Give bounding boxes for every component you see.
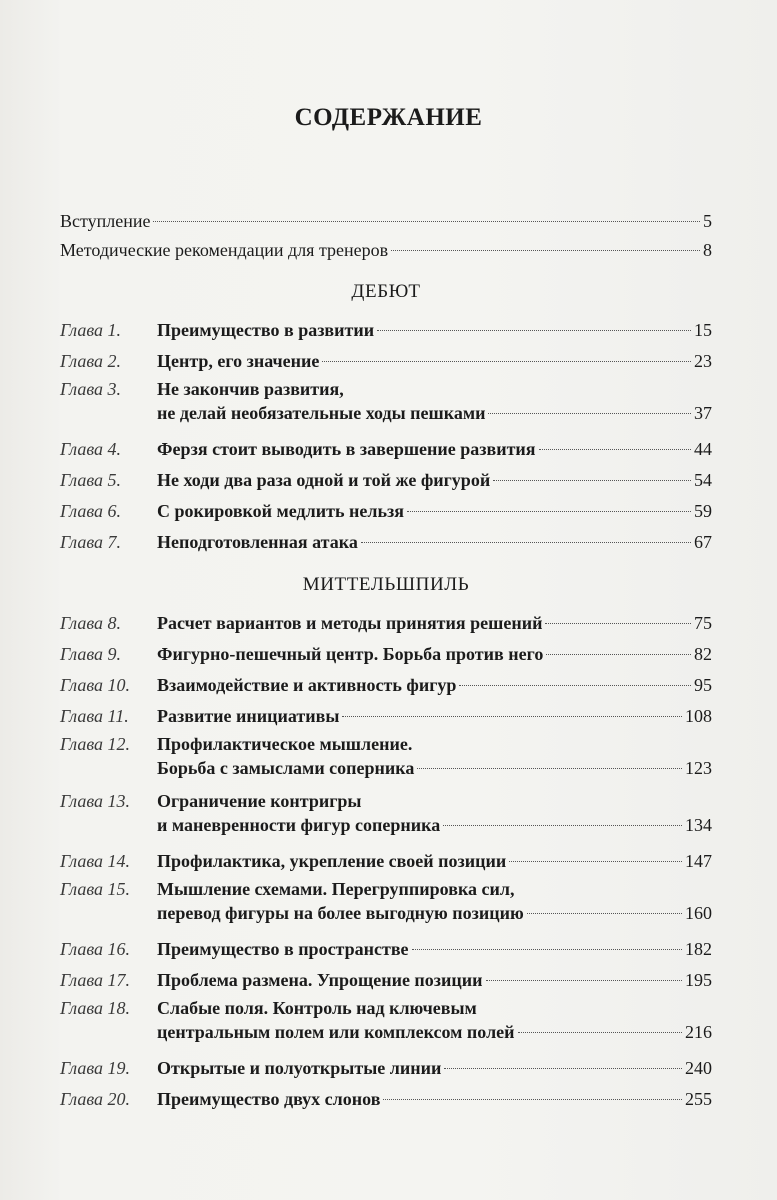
dot-leader <box>412 949 682 950</box>
chapter-title-line <box>157 434 712 465</box>
toc-entry-title: Вступление <box>60 211 151 231</box>
toc-page-number: 134 <box>685 815 712 835</box>
dot-leader <box>417 768 682 769</box>
toc-chapter-entry <box>60 346 712 377</box>
chapter-title-line <box>157 901 712 925</box>
toc-page-number: 255 <box>685 1089 712 1109</box>
chapter-title-line <box>157 1053 712 1084</box>
dot-leader <box>545 623 691 624</box>
chapter-title-line <box>157 701 712 732</box>
toc-page-number: 8 <box>703 240 712 260</box>
chapter-label: Глава 7. <box>60 532 122 552</box>
toc-chapter-entry <box>60 846 712 877</box>
chapter-label: Глава 20. <box>60 1089 131 1109</box>
toc-chapter-entry <box>60 789 712 839</box>
toc-chapter-entry <box>60 934 712 965</box>
dot-leader <box>361 542 691 543</box>
dot-leader <box>407 511 691 512</box>
chapter-title-line <box>157 377 712 401</box>
chapter-title: Ферзя стоит выводить в завершение развития <box>157 439 536 459</box>
chapter-title-line <box>157 846 712 877</box>
chapter-label: Глава 6. <box>60 501 122 521</box>
toc-page-number: 195 <box>685 970 712 990</box>
chapter-body <box>157 846 712 877</box>
chapter-label: Глава 1. <box>60 320 122 340</box>
chapter-label: Глава 8. <box>60 613 122 633</box>
toc-page-number: 147 <box>685 851 712 871</box>
toc-page-number: 240 <box>685 1058 712 1078</box>
chapter-title: не делай необязательные ходы пешками <box>157 403 486 423</box>
chapter-title: Проблема размена. Упрощение позиции <box>157 970 483 990</box>
toc-page-number: 15 <box>694 320 712 340</box>
chapter-label: Глава 19. <box>60 1058 131 1078</box>
toc-chapter-entry <box>60 877 712 927</box>
chapter-title: Преимущество двух слонов <box>157 1089 381 1109</box>
chapter-title-line <box>157 756 712 780</box>
toc-chapter-entry <box>60 496 712 527</box>
toc-chapter-entry <box>60 434 712 465</box>
chapter-label: Глава 2. <box>60 351 122 371</box>
dot-leader <box>377 330 691 331</box>
chapter-body <box>157 965 712 996</box>
chapter-body <box>157 527 712 558</box>
toc-intro-entry <box>60 207 712 236</box>
chapter-title: Не ходи два раза одной и той же фигурой <box>157 470 491 490</box>
chapter-title: Преимущество в развитии <box>157 320 375 340</box>
section-heading: ДЕБЮТ <box>351 281 421 302</box>
chapter-title-line <box>157 346 712 377</box>
chapter-body <box>157 639 712 670</box>
chapter-title: Мышление схемами. Перегруппировка сил, <box>157 879 515 899</box>
chapter-title-line <box>157 639 712 670</box>
dot-leader <box>486 980 682 981</box>
dot-leader <box>342 716 682 717</box>
chapter-title-line <box>157 670 712 701</box>
chapter-label: Глава 3. <box>60 379 122 399</box>
chapter-body <box>157 434 712 465</box>
toc-chapter-entry <box>60 1053 712 1084</box>
chapter-label: Глава 10. <box>60 675 131 695</box>
chapter-title-line <box>157 934 712 965</box>
chapter-title-line <box>157 965 712 996</box>
chapter-body <box>157 701 712 732</box>
toc-chapter-entry <box>60 315 712 346</box>
dot-leader <box>488 413 691 414</box>
chapter-title: Фигурно-пешечный центр. Борьба против него <box>157 644 544 664</box>
toc-page-number: 160 <box>685 903 712 923</box>
chapter-title: перевод фигуры на более выгодную позицию <box>157 903 524 923</box>
chapter-title-line <box>157 401 712 425</box>
toc-page-number: 82 <box>694 644 712 664</box>
toc-chapter-entry <box>60 377 712 427</box>
toc-chapter-entry <box>60 732 712 782</box>
dot-leader <box>459 685 691 686</box>
toc-chapter-entry <box>60 639 712 670</box>
chapter-title: С рокировкой медлить нельзя <box>157 501 404 521</box>
page-title: СОДЕРЖАНИЕ <box>294 104 483 131</box>
chapter-body <box>157 608 712 639</box>
chapter-title: центральным полем или комплексом полей <box>157 1022 515 1042</box>
dot-leader <box>546 654 691 655</box>
chapter-body <box>157 789 712 837</box>
chapter-title: Преимущество в пространстве <box>157 939 409 959</box>
chapter-label: Глава 4. <box>60 439 122 459</box>
chapter-label: Глава 12. <box>60 734 131 754</box>
dot-leader <box>444 1068 682 1069</box>
toc-chapter-entry <box>60 608 712 639</box>
chapter-title: Слабые поля. Контроль над ключевым <box>157 998 477 1018</box>
chapter-label: Глава 16. <box>60 939 131 959</box>
toc-chapter-entry <box>60 465 712 496</box>
chapter-title: Центр, его значение <box>157 351 320 371</box>
toc-page-number: 67 <box>694 532 712 552</box>
chapter-title-line <box>157 527 712 558</box>
toc-chapter-entry <box>60 1084 712 1115</box>
toc-page-number: 182 <box>685 939 712 959</box>
toc-page-number: 23 <box>694 351 712 371</box>
chapter-body <box>157 496 712 527</box>
toc-intro-entry <box>60 236 712 265</box>
toc-entry-line <box>60 236 712 265</box>
section-heading: МИТТЕЛЬШПИЛЬ <box>302 574 470 595</box>
chapter-title: Взаимодействие и активность фигур <box>157 675 457 695</box>
chapter-title-line <box>157 608 712 639</box>
toc-page-number: 44 <box>694 439 712 459</box>
dot-leader <box>322 361 691 362</box>
chapter-body <box>157 1053 712 1084</box>
chapter-body <box>157 465 712 496</box>
chapter-title: Неподготовленная атака <box>157 532 358 552</box>
toc-page-number: 37 <box>694 403 712 423</box>
toc-page-number: 108 <box>685 706 712 726</box>
toc-page-number: 59 <box>694 501 712 521</box>
toc-chapter-entry <box>60 996 712 1046</box>
chapter-body <box>157 934 712 965</box>
toc-chapter-entry <box>60 527 712 558</box>
chapter-title: Профилактика, укрепление своей позиции <box>157 851 507 871</box>
chapter-title: Открытые и полуоткрытые линии <box>157 1058 442 1078</box>
toc-page-number: 5 <box>703 211 712 231</box>
chapter-title-line <box>157 996 712 1020</box>
dot-leader <box>518 1032 682 1033</box>
toc-page-number: 54 <box>694 470 712 490</box>
chapter-label: Глава 5. <box>60 470 122 490</box>
toc-page-number: 75 <box>694 613 712 633</box>
dot-leader <box>153 221 700 222</box>
chapter-title: Расчет вариантов и методы принятия решений <box>157 613 543 633</box>
toc-entry-title: Методические рекомендации для тренеров <box>60 240 389 260</box>
chapter-title-line <box>157 1020 712 1044</box>
chapter-body <box>157 377 712 425</box>
dot-leader <box>527 913 682 914</box>
toc-page-number: 95 <box>694 675 712 695</box>
table-of-contents <box>60 207 712 1115</box>
dot-leader <box>391 250 700 251</box>
dot-leader <box>539 449 691 450</box>
chapter-title: Профилактическое мышление. <box>157 734 413 754</box>
dot-leader <box>493 480 691 481</box>
toc-page-number: 123 <box>685 758 712 778</box>
chapter-body <box>157 315 712 346</box>
toc-page-number: 216 <box>685 1022 712 1042</box>
chapter-title-line <box>157 315 712 346</box>
chapter-label: Глава 18. <box>60 998 131 1018</box>
chapter-label: Глава 15. <box>60 879 131 899</box>
chapter-title: Ограничение контригры <box>157 791 362 811</box>
chapter-label: Глава 11. <box>60 706 129 726</box>
chapter-title-line <box>157 813 712 837</box>
chapter-title-line <box>157 465 712 496</box>
toc-chapter-entry <box>60 670 712 701</box>
chapter-label: Глава 17. <box>60 970 131 990</box>
dot-leader <box>509 861 682 862</box>
chapter-title: Развитие инициативы <box>157 706 340 726</box>
toc-entry-line <box>60 207 712 236</box>
toc-chapter-entry <box>60 965 712 996</box>
chapter-body <box>157 996 712 1044</box>
toc-chapter-entry <box>60 701 712 732</box>
chapter-title-line <box>157 877 712 901</box>
chapter-title: Не закончив развития, <box>157 379 344 399</box>
chapter-body <box>157 346 712 377</box>
chapter-label: Глава 13. <box>60 791 131 811</box>
chapter-title-line <box>157 1084 712 1115</box>
chapter-title-line <box>157 496 712 527</box>
chapter-title: и маневренности фигур соперника <box>157 815 441 835</box>
chapter-body <box>157 670 712 701</box>
chapter-body <box>157 1084 712 1115</box>
chapter-title-line <box>157 732 712 756</box>
chapter-label: Глава 9. <box>60 644 122 664</box>
chapter-title: Борьба с замыслами соперника <box>157 758 415 778</box>
chapter-label: Глава 14. <box>60 851 131 871</box>
chapter-body <box>157 877 712 925</box>
dot-leader <box>383 1099 682 1100</box>
chapter-title-line <box>157 789 712 813</box>
dot-leader <box>443 825 682 826</box>
chapter-body <box>157 732 712 780</box>
